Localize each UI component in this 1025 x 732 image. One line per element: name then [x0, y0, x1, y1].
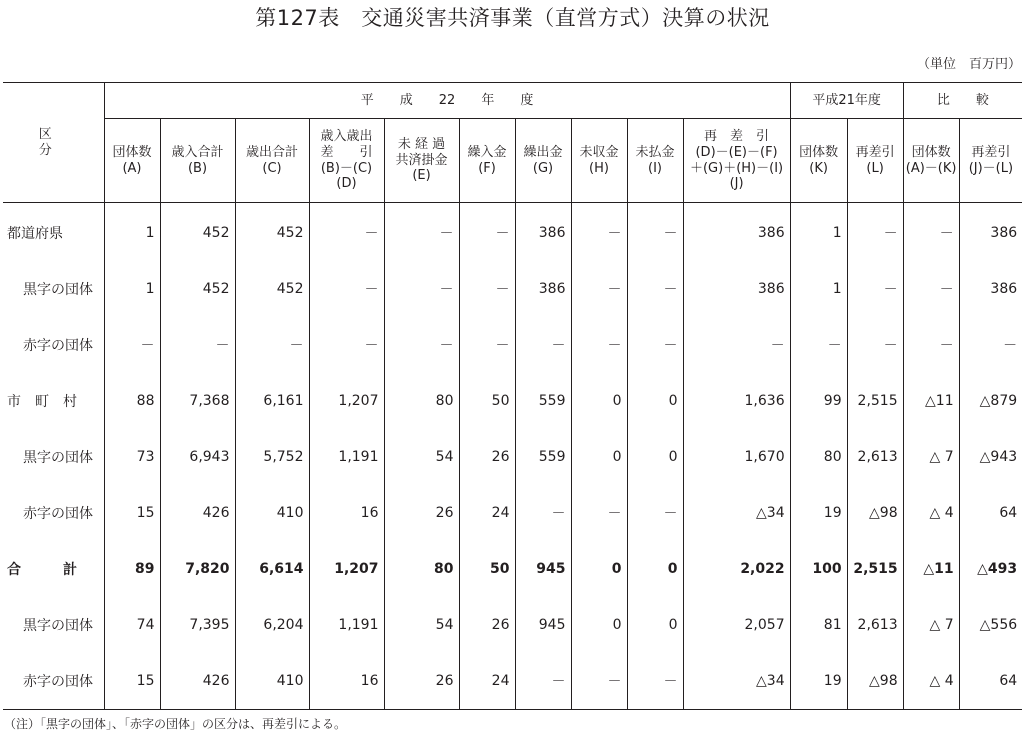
- table-cell: －: [571, 317, 627, 373]
- header-col: 団体数 (A)－(K): [903, 119, 959, 203]
- table-cell: －: [959, 317, 1022, 373]
- table-cell: 0: [571, 373, 627, 429]
- row-label: 赤字の団体: [23, 674, 93, 690]
- header-col: 未収金 (H): [571, 119, 627, 203]
- table-row: [3, 203, 1022, 262]
- table-cell: △34: [683, 653, 790, 710]
- table-cell: 1: [790, 261, 847, 317]
- table-cell: －: [903, 261, 959, 317]
- table-cell: －: [903, 317, 959, 373]
- table-cell: －: [309, 203, 384, 262]
- table-cell: 386: [959, 203, 1022, 262]
- table-cell: 386: [683, 203, 790, 262]
- table-cell: －: [384, 317, 459, 373]
- table-cell: 74: [104, 597, 160, 653]
- row-label: 黒字の団体: [23, 282, 93, 298]
- table-cell: 0: [627, 429, 683, 485]
- table-cell: 2,515: [847, 541, 903, 597]
- table-cell: 0: [627, 597, 683, 653]
- table-cell: △943: [959, 429, 1022, 485]
- row-label: 赤字の団体: [23, 338, 93, 354]
- table-cell: 945: [515, 541, 571, 597]
- table-row: [3, 261, 1022, 317]
- table-cell: △ 7: [903, 597, 959, 653]
- header-h22: 平 成 22 年 度: [104, 83, 790, 119]
- table-cell: 559: [515, 429, 571, 485]
- table-cell: 6,161: [235, 373, 309, 429]
- table-cell: △ 4: [903, 485, 959, 541]
- header-col: 未払金 (I): [627, 119, 683, 203]
- header-col: 繰入金 (F): [459, 119, 515, 203]
- table-cell: 54: [384, 429, 459, 485]
- row-label: 都道府県: [7, 226, 63, 242]
- table-cell: 1,207: [309, 373, 384, 429]
- header-hikaku: 比 較: [903, 83, 1022, 119]
- table-cell: －: [459, 317, 515, 373]
- table-cell: －: [683, 317, 790, 373]
- header-col: 再差引 (L): [847, 119, 903, 203]
- table-cell: 64: [959, 485, 1022, 541]
- header-col: 歳出合計 (C): [235, 119, 309, 203]
- table-row: [3, 597, 1022, 653]
- table-cell: 15: [104, 653, 160, 710]
- table-cell: 73: [104, 429, 160, 485]
- table-cell: 5,752: [235, 429, 309, 485]
- table-cell: 19: [790, 653, 847, 710]
- row-label: 合 計: [7, 562, 77, 578]
- table-cell: 16: [309, 485, 384, 541]
- table-cell: 0: [571, 597, 627, 653]
- table-cell: －: [309, 261, 384, 317]
- table-cell: 410: [235, 485, 309, 541]
- table-cell: 1,670: [683, 429, 790, 485]
- table-cell: 2,515: [847, 373, 903, 429]
- table-cell: 24: [459, 653, 515, 710]
- table-cell: 89: [104, 541, 160, 597]
- table-row: [3, 373, 1022, 429]
- header-col: 再 差 引 (D)－(E)－(F) ＋(G)＋(H)－(I) (J): [683, 119, 790, 203]
- table-cell: 945: [515, 597, 571, 653]
- footnote: （注）「黒字の団体」、「赤字の団体」の区分は、再差引による。: [4, 717, 347, 731]
- table-cell: 88: [104, 373, 160, 429]
- table-cell: 2,613: [847, 429, 903, 485]
- table-cell: 0: [571, 429, 627, 485]
- table-cell: －: [571, 203, 627, 262]
- table-cell: 6,614: [235, 541, 309, 597]
- table-cell: －: [627, 203, 683, 262]
- table-cell: 54: [384, 597, 459, 653]
- table-cell: 386: [515, 261, 571, 317]
- table-cell: 426: [160, 485, 235, 541]
- table-row: [3, 541, 1022, 597]
- header-col: 団体数 (A): [104, 119, 160, 203]
- table-cell: △98: [847, 653, 903, 710]
- table-cell: 0: [627, 541, 683, 597]
- table-cell: －: [384, 261, 459, 317]
- table-cell: －: [515, 653, 571, 710]
- table-cell: 6,204: [235, 597, 309, 653]
- table-body: [3, 203, 1022, 710]
- table-cell: 386: [515, 203, 571, 262]
- header-col: 繰出金 (G): [515, 119, 571, 203]
- table-cell: 2,613: [847, 597, 903, 653]
- table-cell: △11: [903, 373, 959, 429]
- row-label: 市 町 村: [7, 394, 77, 410]
- table-cell: －: [160, 317, 235, 373]
- table-cell: 80: [384, 541, 459, 597]
- table-cell: 1: [790, 203, 847, 262]
- table-cell: 386: [959, 261, 1022, 317]
- table-cell: △11: [903, 541, 959, 597]
- table-cell: －: [847, 261, 903, 317]
- table-cell: －: [515, 317, 571, 373]
- table-cell: 81: [790, 597, 847, 653]
- table-cell: －: [627, 261, 683, 317]
- table-cell: 452: [235, 261, 309, 317]
- table-cell: －: [627, 653, 683, 710]
- table-cell: 386: [683, 261, 790, 317]
- table-cell: 1,191: [309, 429, 384, 485]
- table-cell: －: [104, 317, 160, 373]
- table-cell: 7,820: [160, 541, 235, 597]
- table-cell: －: [847, 317, 903, 373]
- table-cell: －: [903, 203, 959, 262]
- table-cell: △879: [959, 373, 1022, 429]
- table-cell: 1: [104, 261, 160, 317]
- table-cell: 26: [459, 429, 515, 485]
- table-row: [3, 485, 1022, 541]
- table-cell: 426: [160, 653, 235, 710]
- table-cell: 1: [104, 203, 160, 262]
- table-row: [3, 317, 1022, 373]
- header-col: 再差引 (J)－(L): [959, 119, 1022, 203]
- table-cell: 559: [515, 373, 571, 429]
- table-cell: △ 4: [903, 653, 959, 710]
- table-cell: △34: [683, 485, 790, 541]
- table-cell: 452: [235, 203, 309, 262]
- header-col: 歳入歳出 差 引 (B)－(C) (D): [309, 119, 384, 203]
- table-cell: 50: [459, 541, 515, 597]
- table-cell: －: [790, 317, 847, 373]
- header-h21: 平成21年度: [790, 83, 903, 119]
- table-cell: 99: [790, 373, 847, 429]
- table-row: [3, 653, 1022, 710]
- table-row: [3, 429, 1022, 485]
- settlement-table: [3, 82, 1022, 710]
- table-cell: △98: [847, 485, 903, 541]
- table-cell: －: [571, 653, 627, 710]
- table-cell: －: [309, 317, 384, 373]
- table-cell: 7,368: [160, 373, 235, 429]
- table-cell: 2,057: [683, 597, 790, 653]
- table-cell: 1,207: [309, 541, 384, 597]
- table-cell: －: [847, 203, 903, 262]
- header-col: 歳入合計 (B): [160, 119, 235, 203]
- table-cell: 19: [790, 485, 847, 541]
- table-cell: △493: [959, 541, 1022, 597]
- table-cell: 26: [459, 597, 515, 653]
- table-cell: 452: [160, 203, 235, 262]
- row-label: 黒字の団体: [23, 450, 93, 466]
- table-cell: －: [384, 203, 459, 262]
- table-cell: －: [571, 485, 627, 541]
- table-cell: 1,636: [683, 373, 790, 429]
- table-cell: 16: [309, 653, 384, 710]
- table-cell: －: [627, 317, 683, 373]
- header-col: 未 経 過 共済掛金 (E): [384, 119, 459, 203]
- table-cell: 26: [384, 485, 459, 541]
- table-cell: －: [459, 261, 515, 317]
- table-cell: 50: [459, 373, 515, 429]
- table-cell: △ 7: [903, 429, 959, 485]
- table-cell: 1,191: [309, 597, 384, 653]
- table-cell: 0: [627, 373, 683, 429]
- table-cell: 26: [384, 653, 459, 710]
- table-cell: 100: [790, 541, 847, 597]
- row-label: 黒字の団体: [23, 618, 93, 634]
- page-title: 第127表 交通災害共済事業（直営方式）決算の状況: [255, 6, 770, 30]
- table-cell: △556: [959, 597, 1022, 653]
- table-cell: 6,943: [160, 429, 235, 485]
- table-cell: 80: [790, 429, 847, 485]
- table-cell: 2,022: [683, 541, 790, 597]
- unit-label: （単位 百万円）: [916, 57, 1021, 72]
- table-cell: 80: [384, 373, 459, 429]
- table-cell: －: [627, 485, 683, 541]
- table-cell: －: [459, 203, 515, 262]
- table-cell: 15: [104, 485, 160, 541]
- table-cell: 452: [160, 261, 235, 317]
- table-cell: 410: [235, 653, 309, 710]
- table-cell: 0: [571, 541, 627, 597]
- table-cell: －: [235, 317, 309, 373]
- table-cell: －: [515, 485, 571, 541]
- table-cell: 64: [959, 653, 1022, 710]
- table-cell: 24: [459, 485, 515, 541]
- table-cell: 7,395: [160, 597, 235, 653]
- table-cell: －: [571, 261, 627, 317]
- row-label: 赤字の団体: [23, 506, 93, 522]
- header-kubun: 区 分: [3, 83, 104, 203]
- header-col: 団体数 (K): [790, 119, 847, 203]
